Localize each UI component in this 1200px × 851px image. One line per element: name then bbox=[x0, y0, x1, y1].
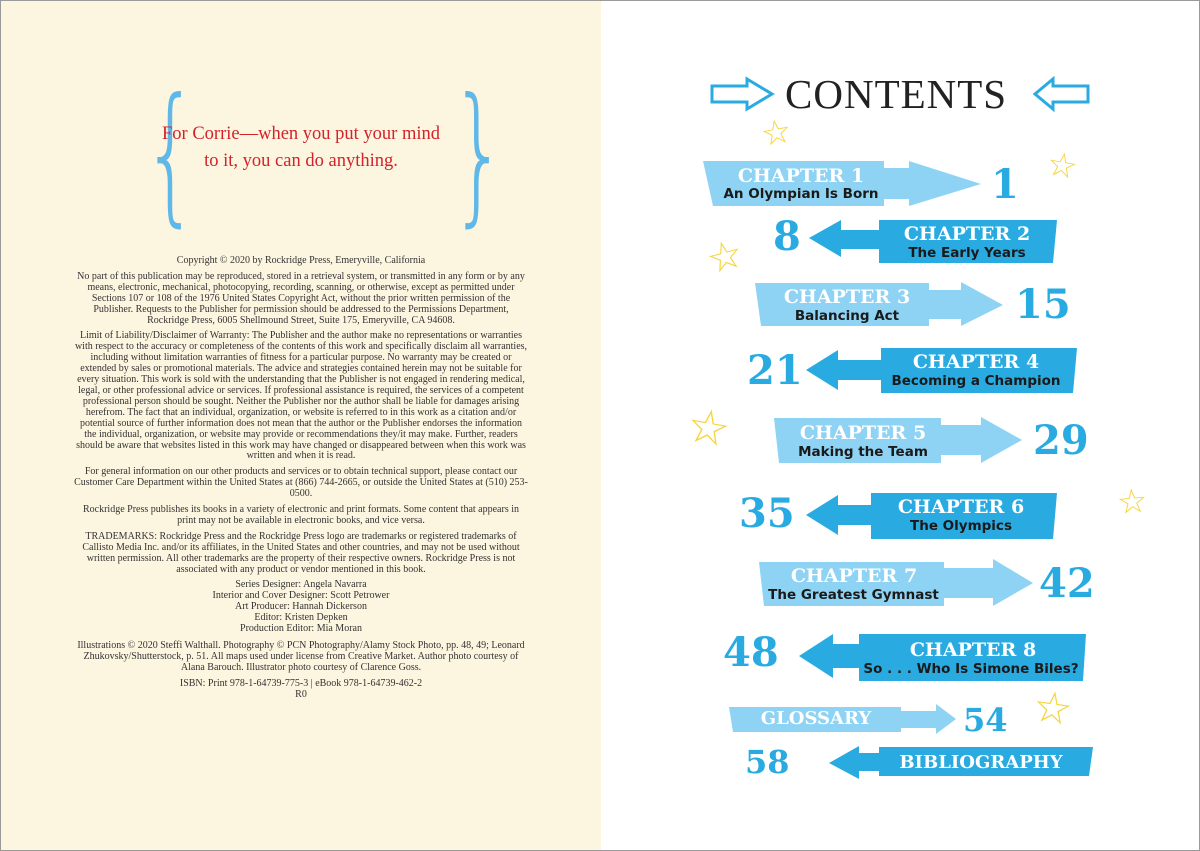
chapter-8-title[interactable]: So . . . Who Is Simone Biles? bbox=[863, 661, 1079, 677]
chapter-4-title[interactable]: Becoming a Champion bbox=[891, 373, 1061, 389]
credit-line: Production Editor: Mia Moran bbox=[240, 623, 362, 635]
chapter-4-page[interactable]: 21 bbox=[747, 347, 803, 394]
printing-code: R0 bbox=[295, 688, 307, 700]
trademarks-paragraph: TRADEMARKS: Rockridge Press and the Rockridge Press logo are trademarks or registered trademarks of Callisto Media Inc. and/or its affiliates, in the United States and other countries, and may not be used without written permission. All other trademarks are the property of their respective owners. Rockridge Press is not associated with any product or vendor mentioned in this book. bbox=[82, 530, 520, 575]
illustrations-paragraph: Illustrations © 2020 Steffi Walthall. Photography © PCN Photography/Alamy Stock Photo, pp. 48, 49; Leonard Zhukovsky/Shutterstock, p. 51. All maps used under license from Creative Market. Author photo courtesy of Alana Barouch. Illustrator photo courtesy of Clarence Goss. bbox=[77, 640, 525, 673]
dedication: For Corrie—when you put your mind to it, you can do anything. bbox=[162, 124, 440, 171]
legal-text bbox=[73, 256, 529, 701]
isbn-line: ISBN: Print 978-1-64739-775-3 | eBook 978-1-64739-462-2 bbox=[179, 677, 423, 689]
title-arrow-right-icon bbox=[712, 79, 772, 109]
chapter-6-label[interactable]: CHAPTER 6 bbox=[897, 496, 1025, 518]
liability-paragraph: Limit of Liability/Disclaimer of Warranty: The Publisher and the author make no representations or warranties with respect to the accuracy or completeness of the contents of this work and specifically disclaim all warranties, including without limitation warranties of fitness for a particular purpose. No warranty may be created or extended by sales or promotional materials. The advice and strategies contained herein may not be suitable for every situation. This work is sold with the understanding that the Publisher is not engaged in rendering medical, legal, or other professional advice or services. If professional assistance is required, the services of a competent professional person should be sought. Neither the Publisher nor the author shall be liable for damages arising herefrom. The fact that an individual, organization, or website is referred to in this work as a citation and/or potential source of further information does not mean that the author or the Publisher endorses the information the individual, organization, or website may provide or recommendations they/it may make. Further, readers should be aware that websites listed in this work may have changed or disappeared between when this work was written and when it is read. bbox=[74, 330, 528, 462]
chapter-3-page[interactable]: 15 bbox=[1015, 281, 1071, 328]
chapter-1-label[interactable]: CHAPTER 1 bbox=[737, 165, 865, 187]
left-brace: { bbox=[142, 67, 200, 241]
copyright-page bbox=[1, 1, 601, 850]
star-icon: ☆ bbox=[1115, 480, 1150, 524]
contents-page bbox=[601, 1, 1199, 850]
star-icon: ☆ bbox=[682, 396, 735, 460]
chapter-2-label[interactable]: CHAPTER 2 bbox=[903, 223, 1031, 245]
chapter-7-page[interactable]: 42 bbox=[1039, 560, 1095, 607]
chapter-6-title[interactable]: The Olympics bbox=[910, 518, 1012, 534]
chapter-6-page[interactable]: 35 bbox=[739, 490, 795, 537]
copyright-line: Copyright © 2020 by Rockridge Press, Emeryville, California bbox=[176, 255, 426, 266]
chapter-1-page[interactable]: 1 bbox=[991, 161, 1019, 208]
star-icon: ☆ bbox=[1029, 680, 1076, 737]
chapter-1-title[interactable]: An Olympian Is Born bbox=[723, 186, 879, 202]
right-brace: } bbox=[450, 67, 508, 241]
title-arrow-left-icon bbox=[1035, 79, 1088, 109]
star-icon: ☆ bbox=[1043, 143, 1081, 189]
chapter-5-title[interactable]: Making the Team bbox=[798, 444, 928, 460]
chapter-5-page[interactable]: 29 bbox=[1033, 417, 1089, 464]
chapter-8-page[interactable]: 48 bbox=[723, 629, 779, 676]
star-icon: ☆ bbox=[757, 110, 795, 156]
glossary-label[interactable]: GLOSSARY bbox=[760, 708, 872, 729]
chapter-2-title[interactable]: The Early Years bbox=[908, 245, 1026, 261]
contents-title: CONTENTS bbox=[785, 71, 1008, 117]
chapter-2-page[interactable]: 8 bbox=[773, 213, 801, 260]
chapter-7-title[interactable]: The Greatest Gymnast bbox=[768, 587, 939, 603]
star-icon: ☆ bbox=[701, 230, 749, 284]
chapter-3-label[interactable]: CHAPTER 3 bbox=[783, 286, 911, 308]
chapter-3-title[interactable]: Balancing Act bbox=[794, 308, 900, 324]
rights-paragraph: No part of this publication may be reproduced, stored in a retrieval system, or transmitted in any form or by any means, electronic, mechanical, photocopying, recording, scanning, or otherwise, except as permitted under Sections 107 or 108 of the 1976 United States Copyright Act, without the prior written permission of the Publisher. Requests to the Publisher for permission should be addressed to the Permissions Department, Rockridge Press, 6005 Shellmound Street, Suite 175, Emeryville, CA 94608. bbox=[77, 270, 525, 326]
bibliography-label[interactable]: BIBLIOGRAPHY bbox=[899, 752, 1063, 773]
chapter-5-label[interactable]: CHAPTER 5 bbox=[799, 422, 927, 444]
glossary-page[interactable]: 54 bbox=[963, 701, 1008, 739]
formats-paragraph: Rockridge Press publishes its books in a variety of electronic and print formats. Some content that appears in print may not be available in electronic books, and vice versa. bbox=[82, 504, 519, 526]
credit-line: Series Designer: Angela Navarra bbox=[235, 579, 367, 591]
general-info-paragraph: For general information on our other products and services or to obtain technical support, please contact our Customer Care Department within the United States at (866) 744-2665, or outside the United States at (510) 253-0500. bbox=[74, 466, 528, 500]
credits-list bbox=[73, 580, 529, 635]
chapter-4-label[interactable]: CHAPTER 4 bbox=[912, 351, 1040, 373]
credit-line: Art Producer: Hannah Dickerson bbox=[235, 601, 367, 613]
chapter-7-label[interactable]: CHAPTER 7 bbox=[790, 565, 918, 587]
chapter-8-label[interactable]: CHAPTER 8 bbox=[909, 639, 1037, 661]
bibliography-page[interactable]: 58 bbox=[745, 743, 790, 781]
credit-line: Editor: Kristen Depken bbox=[254, 612, 348, 624]
credit-line: Interior and Cover Designer: Scott Petrower bbox=[212, 590, 390, 602]
